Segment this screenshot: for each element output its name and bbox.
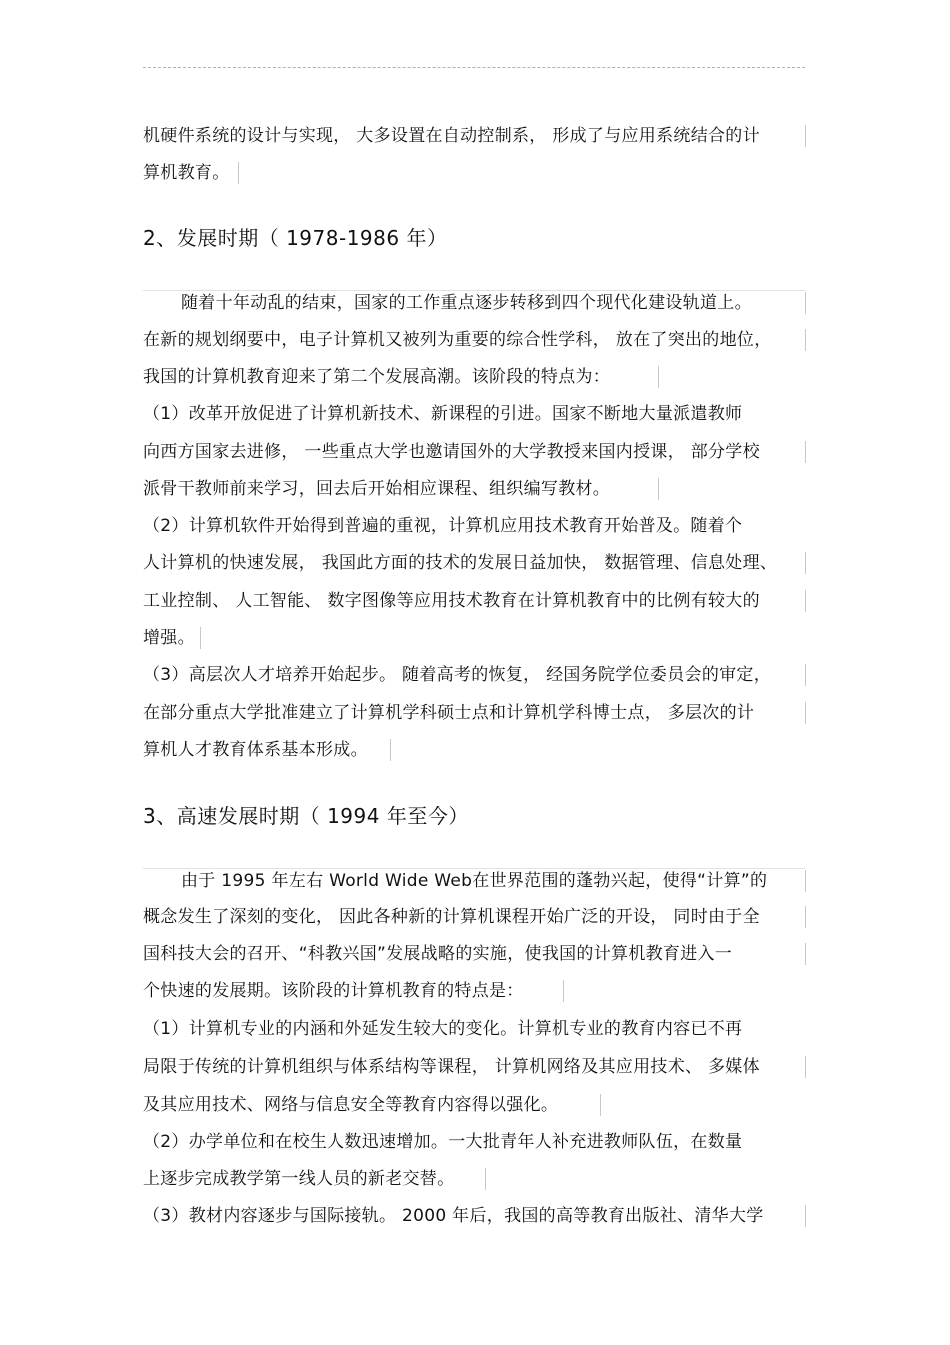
text-line: 上逐步完成教学第一线人员的新老交替。 — [143, 1169, 455, 1189]
text-line: （3）高层次人才培养开始起步。 随着高考的恢复， 经国务院学位委员会的审定， — [143, 665, 772, 685]
text-frame-mark — [238, 162, 239, 184]
text-frame-mark — [805, 552, 806, 574]
text-line: （1）计算机专业的内涵和外延发生较大的变化。计算机专业的教育内容已不再 — [143, 1019, 743, 1039]
text-frame-mark — [563, 980, 564, 1002]
text-line: 由于 1995 年左右 World Wide Web在世界范围的蓬勃兴起，使得“计算”的 — [181, 871, 768, 891]
text-line: 国科技大会的召开、“科教兴国”发展战略的实施，使我国的计算机教育进入一 — [143, 944, 733, 964]
text-frame-rule — [143, 290, 805, 291]
text-frame-mark — [805, 664, 806, 686]
text-frame-mark — [805, 906, 806, 928]
page-top-rule — [143, 67, 805, 68]
text-frame-mark — [805, 441, 806, 463]
text-line: 随着十年动乱的结束，国家的工作重点逐步转移到四个现代化建设轨道上。 — [181, 293, 752, 313]
text-line: （2）办学单位和在校生人数迅速增加。一大批青年人补充进教师队伍，在数量 — [143, 1132, 743, 1152]
text-line: 人计算机的快速发展， 我国此方面的技术的发展日益加快， 数据管理、信息处理、 — [143, 553, 778, 573]
text-frame-mark — [805, 590, 806, 612]
text-line: （3）教材内容逐步与国际接轨。 2000 年后，我国的高等教育出版社、清华大学 — [143, 1206, 764, 1226]
section-heading: 3、高速发展时期（ 1994 年至今） — [143, 804, 469, 828]
text-line: 局限于传统的计算机组织与体系结构等课程， 计算机网络及其应用技术、 多媒体 — [143, 1057, 760, 1077]
text-frame-mark — [485, 1168, 486, 1190]
text-line: （1）改革开放促进了计算机新技术、新课程的引进。国家不断地大量派遣教师 — [143, 404, 743, 424]
text-line: 机硬件系统的设计与实现， 大多设置在自动控制系， 形成了与应用系统结合的计 — [143, 126, 760, 146]
text-line: 个快速的发展期。该阶段的计算机教育的特点是： — [143, 981, 524, 1001]
text-frame-rule — [143, 868, 805, 869]
text-line: 工业控制、 人工智能、 数字图像等应用技术教育在计算机教育中的比例有较大的 — [143, 591, 760, 611]
text-frame-mark — [390, 739, 391, 761]
section-heading: 2、发展时期（ 1978-1986 年） — [143, 226, 448, 250]
text-frame-mark — [600, 1094, 601, 1116]
text-line: 增强。 — [143, 628, 195, 648]
text-line: 概念发生了深刻的变化， 因此各种新的计算机课程开始广泛的开设， 同时由于全 — [143, 907, 760, 927]
text-line: 在部分重点大学批准建立了计算机学科硕士点和计算机学科博士点， 多层次的计 — [143, 703, 755, 723]
text-frame-mark — [200, 627, 201, 649]
text-frame-mark — [805, 1056, 806, 1078]
text-line: 算机教育。 — [143, 163, 230, 183]
text-frame-mark — [658, 478, 659, 500]
text-frame-mark — [805, 943, 806, 965]
text-frame-mark — [658, 366, 659, 388]
text-line: 在新的规划纲要中，电子计算机又被列为重要的综合性学科， 放在了突出的地位， — [143, 330, 772, 350]
text-line: 算机人才教育体系基本形成。 — [143, 740, 368, 760]
text-line: （2）计算机软件开始得到普遍的重视，计算机应用技术教育开始普及。随着个 — [143, 516, 743, 536]
text-frame-mark — [805, 702, 806, 724]
text-frame-mark — [805, 870, 806, 892]
text-frame-mark — [805, 1205, 806, 1227]
text-frame-mark — [805, 292, 806, 314]
text-line: 我国的计算机教育迎来了第二个发展高潮。该阶段的特点为： — [143, 367, 611, 387]
text-frame-mark — [805, 329, 806, 351]
text-line: 派骨干教师前来学习，回去后开始相应课程、组织编写教材。 — [143, 479, 611, 499]
text-frame-mark — [805, 125, 806, 147]
text-line: 向西方国家去进修， 一些重点大学也邀请国外的大学教授来国内授课， 部分学校 — [143, 442, 760, 462]
text-line: 及其应用技术、网络与信息安全等教育内容得以强化。 — [143, 1095, 559, 1115]
